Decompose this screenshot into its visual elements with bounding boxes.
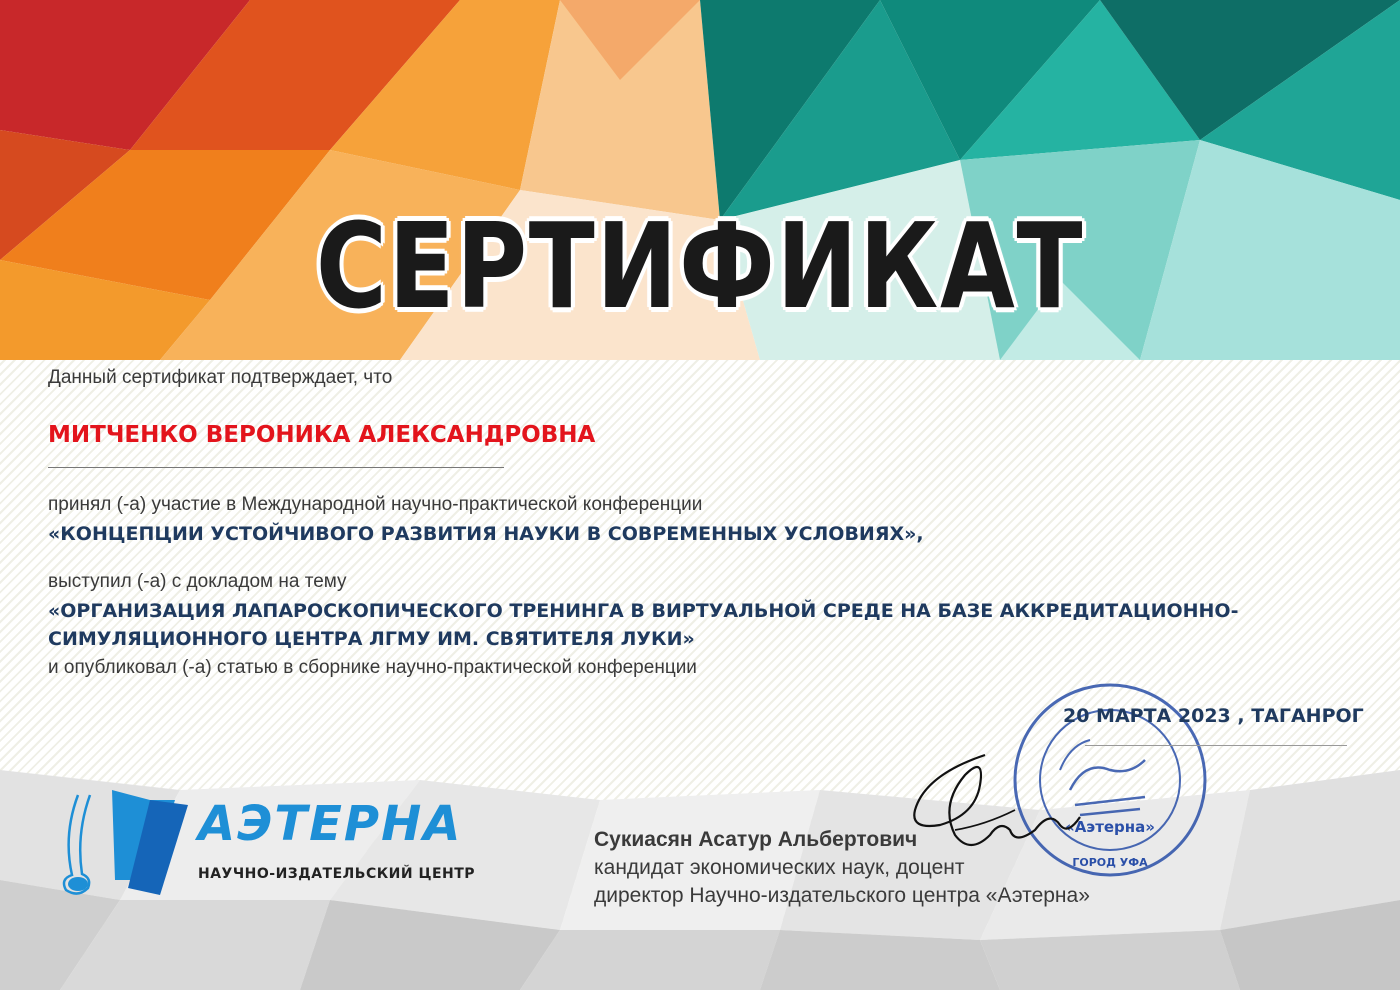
conference-title: «КОНЦЕПЦИИ УСТОЙЧИВОГО РАЗВИТИЯ НАУКИ В СОВРЕМЕННЫХ УСЛОВИЯХ», — [48, 523, 924, 545]
recipient-name: МИТЧЕНКО ВЕРОНИКА АЛЕКСАНДРОВНА — [48, 422, 596, 448]
logo-subtitle: НАУЧНО-ИЗДАТЕЛЬСКИЙ ЦЕНТР — [198, 866, 476, 882]
participation-text: принял (-а) участие в Международной научно-практической конференции — [48, 494, 703, 515]
stamp-center-text: «Аэтерна» — [1065, 818, 1155, 836]
signatory-degree: кандидат экономических наук, доцент — [594, 856, 965, 879]
signatory-name: Сукиасян Асатур Альбертович — [594, 828, 918, 851]
date-place: 20 МАРТА 2023 , ТАГАНРОГ — [1063, 705, 1364, 727]
intro-text: Данный сертификат подтверждает, что — [48, 367, 393, 388]
report-title-line1: «ОРГАНИЗАЦИЯ ЛАПАРОСКОПИЧЕСКОГО ТРЕНИНГА В ВИРТУАЛЬНОЙ СРЕДЕ НА БАЗЕ АККРЕДИТАЦИОННО- — [48, 600, 1239, 622]
logo-name: АЭТЕРНА — [198, 796, 463, 852]
publication-text: и опубликовал (-а) статью в сборнике научно-практической конференции — [48, 657, 697, 678]
certificate-title: СЕРТИФИКАТ — [315, 197, 1085, 335]
signatory-position: директор Научно-издательского центра «Аэтерна» — [594, 884, 1090, 907]
report-title-line2: СИМУЛЯЦИОННОГО ЦЕНТРА ЛГМУ ИМ. СВЯТИТЕЛЯ ЛУКИ» — [48, 628, 695, 650]
presentation-text: выступил (-а) с докладом на тему — [48, 571, 347, 592]
stamp-bottom-text: ГОРОД УФА — [1072, 856, 1148, 869]
